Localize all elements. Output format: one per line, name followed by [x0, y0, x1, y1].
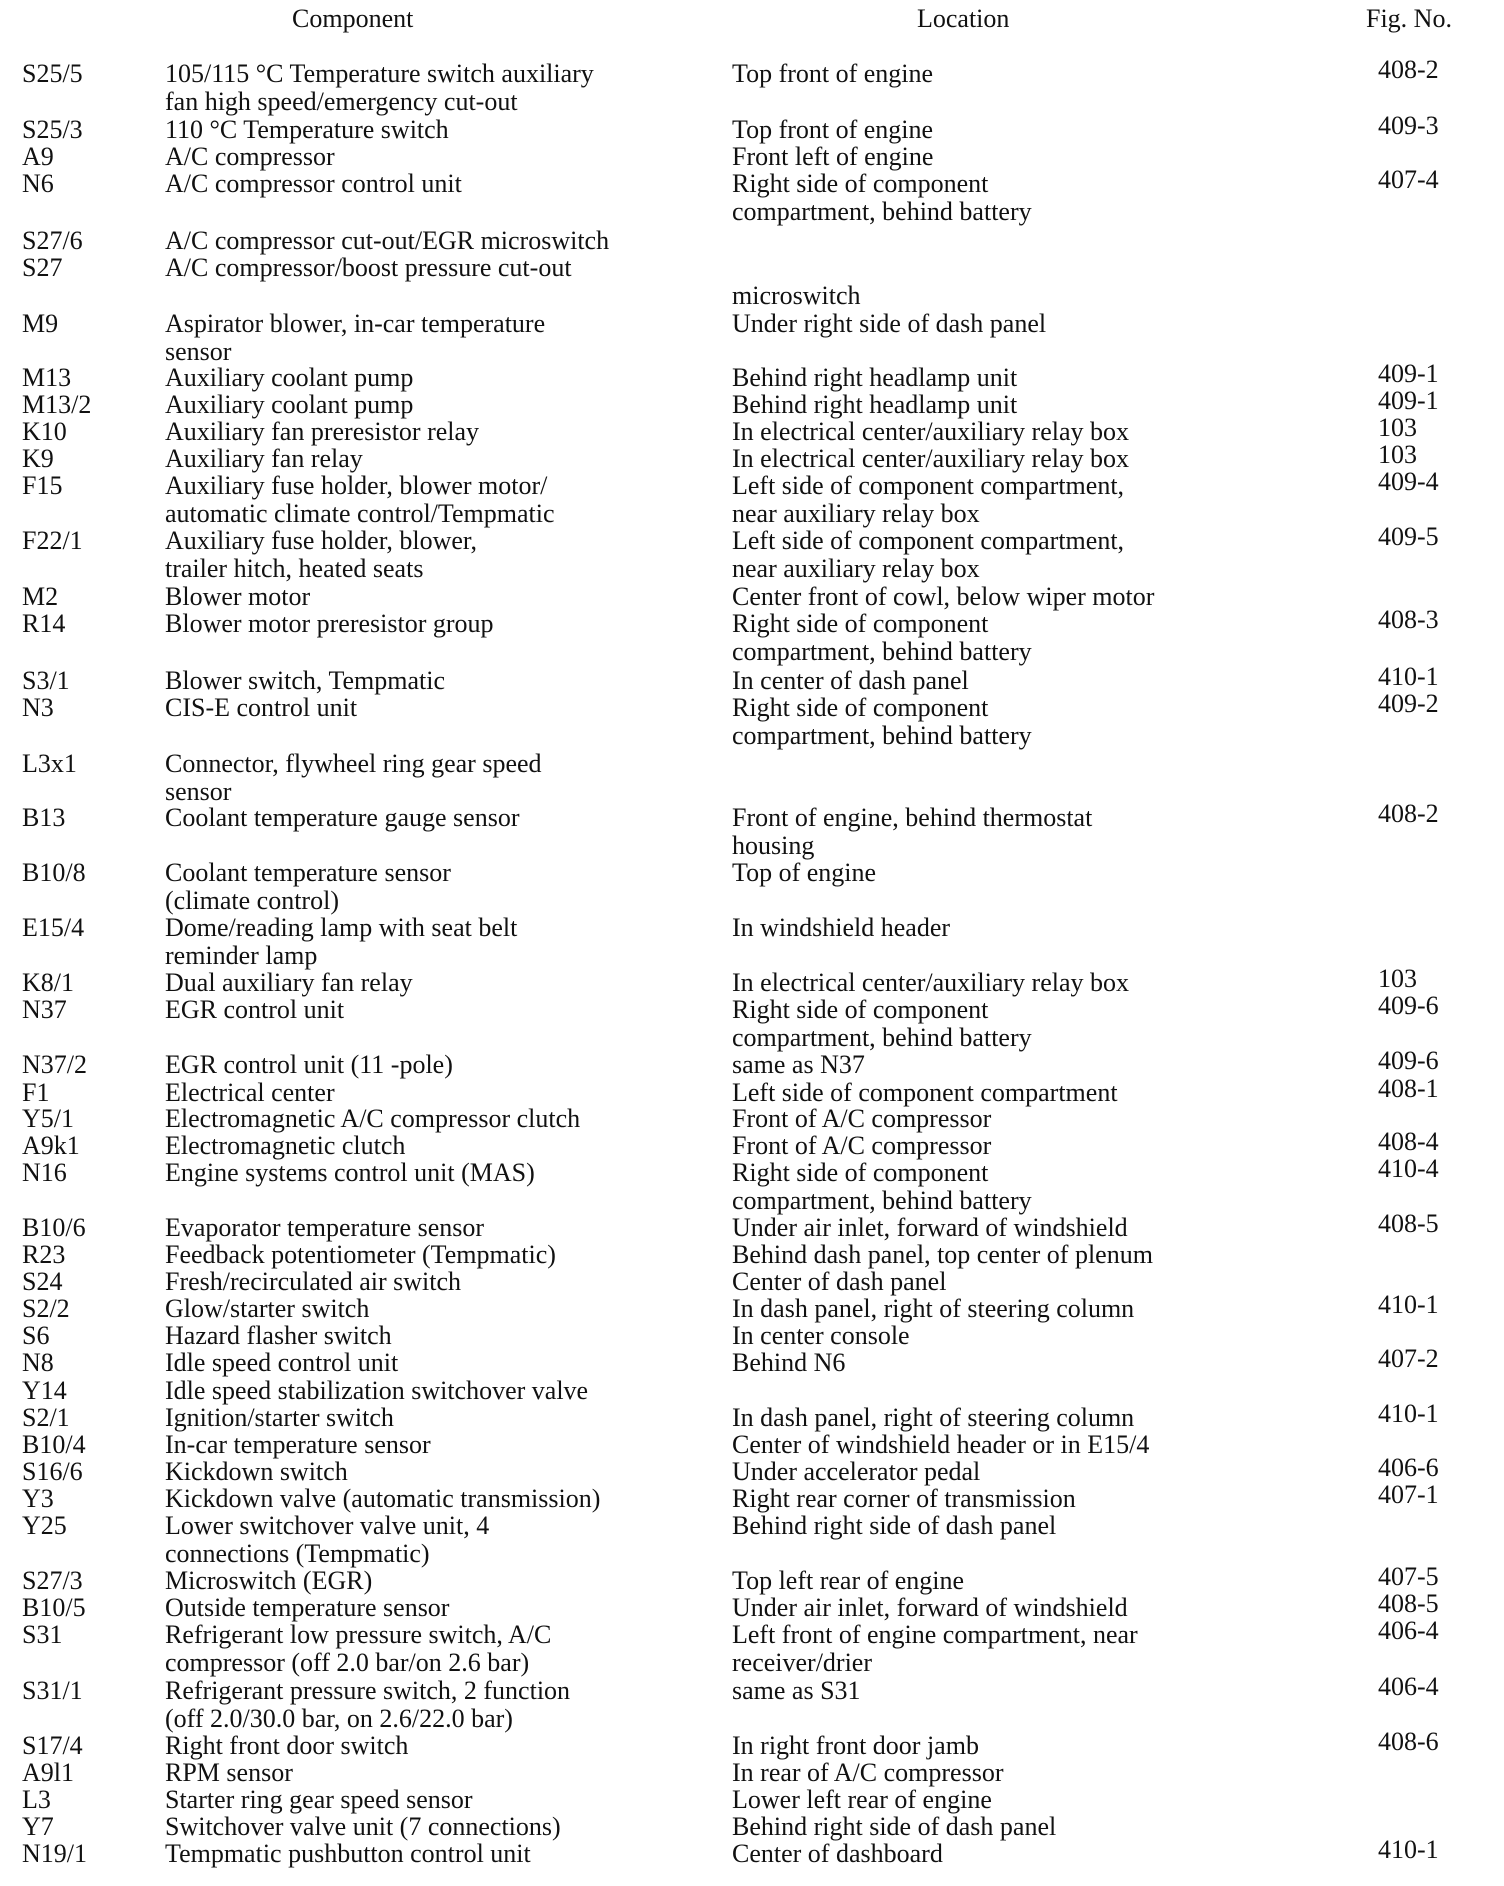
component-code: L3: [22, 1785, 51, 1814]
fig-number: 408-5: [1378, 1209, 1439, 1238]
fig-number: 410-4: [1378, 1154, 1439, 1183]
component-location: Center of dash panel: [732, 1267, 947, 1296]
component-code: A9k1: [22, 1131, 80, 1160]
component-name: CIS-E control unit: [165, 693, 358, 722]
component-name: Electrical center: [165, 1078, 335, 1107]
component-code: K8/1: [22, 968, 74, 997]
component-name: RPM sensor: [165, 1758, 293, 1787]
component-code: N8: [22, 1348, 54, 1377]
component-code: B13: [22, 803, 66, 832]
component-code: S24: [22, 1267, 63, 1296]
component-location: In rear of A/C compressor: [732, 1758, 1004, 1787]
fig-number: 103: [1378, 440, 1417, 469]
component-code: K10: [22, 417, 67, 446]
component-code: L3x1: [22, 749, 77, 778]
component-code: N16: [22, 1158, 67, 1187]
component-name: Refrigerant low pressure switch, A/C compressor (off 2.0 bar/on 2.6 bar): [165, 1620, 552, 1677]
component-name: Electromagnetic A/C compressor clutch: [165, 1104, 581, 1133]
component-name: Blower motor preresistor group: [165, 609, 494, 638]
component-location: In windshield header: [732, 913, 951, 942]
component-name: Kickdown switch: [165, 1457, 348, 1486]
component-name: Auxiliary coolant pump: [165, 363, 414, 392]
fig-number: 103: [1378, 413, 1417, 442]
component-location: Left side of component compartment, near auxiliary relay box: [732, 471, 1125, 528]
component-location: Front left of engine: [732, 142, 934, 171]
component-name: Idle speed stabilization switchover valve: [165, 1376, 589, 1405]
component-code: M13: [22, 363, 72, 392]
component-name: Feedback potentiometer (Tempmatic): [165, 1240, 556, 1269]
component-code: S17/4: [22, 1731, 83, 1760]
component-code: K9: [22, 444, 54, 473]
component-location: Behind right headlamp unit: [732, 363, 1018, 392]
component-location: Right side of component compartment, behind battery: [732, 609, 1032, 666]
component-code: Y7: [22, 1812, 54, 1841]
component-name: Dual auxiliary fan relay: [165, 968, 413, 997]
component-name: Blower motor: [165, 582, 311, 611]
component-name: Connector, flywheel ring gear speed sensor: [165, 749, 542, 806]
component-code: A9l1: [22, 1758, 74, 1787]
component-code: S3/1: [22, 666, 70, 695]
component-location: Left front of engine compartment, near receiver/drier: [732, 1620, 1138, 1677]
component-name: Hazard flasher switch: [165, 1321, 392, 1350]
header-location: Location: [917, 4, 1010, 33]
component-location: In center of dash panel: [732, 666, 969, 695]
fig-number: 408-6: [1378, 1727, 1439, 1756]
component-location: Left side of component compartment, near auxiliary relay box: [732, 526, 1125, 583]
fig-number: 103: [1378, 964, 1417, 993]
component-code: M13/2: [22, 390, 92, 419]
component-location: Top front of engine: [732, 115, 934, 144]
component-code: B10/5: [22, 1593, 86, 1622]
fig-number: 408-5: [1378, 1589, 1439, 1618]
component-location: same as N37: [732, 1050, 865, 1079]
component-code: S6: [22, 1321, 50, 1350]
fig-number: 409-2: [1378, 689, 1439, 718]
fig-number: 408-1: [1378, 1074, 1439, 1103]
component-code: Y3: [22, 1484, 54, 1513]
component-location: Behind right headlamp unit: [732, 390, 1018, 419]
fig-number: 410-1: [1378, 1835, 1439, 1864]
fig-number: 409-1: [1378, 386, 1439, 415]
component-name: A/C compressor control unit: [165, 169, 462, 198]
fig-number: 409-6: [1378, 1046, 1439, 1075]
component-code: N3: [22, 693, 54, 722]
component-code: F1: [22, 1078, 50, 1107]
component-name: Engine systems control unit (MAS): [165, 1158, 535, 1187]
component-location: Top left rear of engine: [732, 1566, 965, 1595]
component-code: B10/4: [22, 1430, 86, 1459]
component-code: N37: [22, 995, 67, 1024]
component-location: Center of dashboard: [732, 1839, 943, 1868]
component-code: M2: [22, 582, 59, 611]
component-location: Front of A/C compressor: [732, 1104, 992, 1133]
component-code: S25/3: [22, 115, 83, 144]
component-name: Microswitch (EGR): [165, 1566, 373, 1595]
component-location: Right rear corner of transmission: [732, 1484, 1076, 1513]
component-code: S16/6: [22, 1457, 83, 1486]
component-name: Idle speed control unit: [165, 1348, 399, 1377]
component-code: F22/1: [22, 526, 83, 555]
component-location: Right side of component compartment, behind battery: [732, 693, 1032, 750]
component-code: Y5/1: [22, 1104, 74, 1133]
component-name: Dome/reading lamp with seat belt reminder lamp: [165, 913, 518, 970]
fig-number: 407-1: [1378, 1480, 1439, 1509]
fig-number: 410-1: [1378, 1290, 1439, 1319]
fig-number: 406-4: [1378, 1672, 1439, 1701]
component-location: Under accelerator pedal: [732, 1457, 981, 1486]
component-name: EGR control unit (11 -pole): [165, 1050, 453, 1079]
component-code: N37/2: [22, 1050, 87, 1079]
component-name: 105/115 °C Temperature switch auxiliary fan high speed/emergency cut-out: [165, 59, 594, 116]
component-code: S27: [22, 253, 63, 282]
component-location: Lower left rear of engine: [732, 1785, 992, 1814]
component-location: Center front of cowl, below wiper motor: [732, 582, 1155, 611]
component-location: same as S31: [732, 1676, 861, 1705]
component-code: F15: [22, 471, 63, 500]
component-name: Aspirator blower, in-car temperature sensor: [165, 309, 546, 366]
fig-number: 407-2: [1378, 1344, 1439, 1373]
component-name: Lower switchover valve unit, 4 connections (Tempmatic): [165, 1511, 490, 1568]
component-name: Evaporator temperature sensor: [165, 1213, 485, 1242]
header-fig-no: Fig. No.: [1366, 4, 1452, 33]
component-code: Y14: [22, 1376, 67, 1405]
component-name: Starter ring gear speed sensor: [165, 1785, 473, 1814]
component-name: Ignition/starter switch: [165, 1403, 394, 1432]
component-location: Under air inlet, forward of windshield: [732, 1213, 1128, 1242]
component-location: Behind right side of dash panel: [732, 1511, 1057, 1540]
component-name: Glow/starter switch: [165, 1294, 370, 1323]
fig-number: 410-1: [1378, 662, 1439, 691]
component-name: Auxiliary fuse holder, blower, trailer hitch, heated seats: [165, 526, 477, 583]
component-name: Coolant temperature sensor (climate control): [165, 858, 451, 915]
fig-number: 406-4: [1378, 1616, 1439, 1645]
component-name: Blower switch, Tempmatic: [165, 666, 446, 695]
component-name: A/C compressor/boost pressure cut-out: [165, 253, 572, 282]
component-code: Y25: [22, 1511, 67, 1540]
component-code: R23: [22, 1240, 66, 1269]
component-name: Auxiliary fuse holder, blower motor/ automatic climate control/Tempmatic: [165, 471, 555, 528]
component-location: In center console: [732, 1321, 910, 1350]
component-name: Fresh/recirculated air switch: [165, 1267, 461, 1296]
component-name: EGR control unit: [165, 995, 345, 1024]
component-code: S31: [22, 1620, 63, 1649]
header-component: Component: [292, 4, 414, 33]
component-location: Under right side of dash panel: [732, 309, 1047, 338]
fig-number: 408-2: [1378, 799, 1439, 828]
component-location: Right side of component compartment, behind battery: [732, 169, 1032, 226]
component-code: N19/1: [22, 1839, 87, 1868]
component-location: In electrical center/auxiliary relay box: [732, 444, 1130, 473]
component-code: B10/8: [22, 858, 86, 887]
component-name: Tempmatic pushbutton control unit: [165, 1839, 531, 1868]
component-location: Front of A/C compressor: [732, 1131, 992, 1160]
component-location: Top of engine: [732, 858, 877, 887]
component-code: S2/2: [22, 1294, 70, 1323]
component-location: Behind right side of dash panel: [732, 1812, 1057, 1841]
component-location: In dash panel, right of steering column: [732, 1294, 1135, 1323]
fig-number: 410-1: [1378, 1399, 1439, 1428]
fig-number: 407-4: [1378, 165, 1439, 194]
component-name: Auxiliary coolant pump: [165, 390, 414, 419]
component-location: In dash panel, right of steering column: [732, 1403, 1135, 1432]
component-location: Under air inlet, forward of windshield: [732, 1593, 1128, 1622]
component-location: In electrical center/auxiliary relay box: [732, 417, 1130, 446]
fig-number: 409-3: [1378, 111, 1439, 140]
component-code: R14: [22, 609, 66, 638]
component-location: Behind dash panel, top center of plenum: [732, 1240, 1153, 1269]
fig-number: 409-4: [1378, 467, 1439, 496]
component-code: S27/6: [22, 226, 83, 255]
component-code: S31/1: [22, 1676, 83, 1705]
component-location: Right side of component compartment, behind battery: [732, 1158, 1032, 1215]
component-name: Right front door switch: [165, 1731, 409, 1760]
component-location: Left side of component compartment: [732, 1078, 1118, 1107]
component-location: In right front door jamb: [732, 1731, 979, 1760]
fig-number: 409-1: [1378, 359, 1439, 388]
component-name: A/C compressor cut-out/EGR microswitch: [165, 226, 610, 255]
component-name: A/C compressor: [165, 142, 335, 171]
component-code: S25/5: [22, 59, 83, 88]
fig-number: 407-5: [1378, 1562, 1439, 1591]
component-location: Behind N6: [732, 1348, 846, 1377]
component-code: M9: [22, 309, 59, 338]
component-name: Switchover valve unit (7 connections): [165, 1812, 561, 1841]
component-location: Front of engine, behind thermostat housing: [732, 803, 1093, 860]
component-location: Right side of component compartment, behind battery: [732, 995, 1032, 1052]
component-name: Refrigerant pressure switch, 2 function (off 2.0/30.0 bar, on 2.6/22.0 bar): [165, 1676, 571, 1733]
component-name: Coolant temperature gauge sensor: [165, 803, 520, 832]
component-name: Auxiliary fan preresistor relay: [165, 417, 480, 446]
component-code: E15/4: [22, 913, 85, 942]
fig-number: 406-6: [1378, 1453, 1439, 1482]
component-name: 110 °C Temperature switch: [165, 115, 449, 144]
component-code: B10/6: [22, 1213, 86, 1242]
component-location: In electrical center/auxiliary relay box: [732, 968, 1130, 997]
fig-number: 408-3: [1378, 605, 1439, 634]
fig-number: 409-5: [1378, 522, 1439, 551]
fig-number: 408-2: [1378, 55, 1439, 84]
component-code: S27/3: [22, 1566, 83, 1595]
component-name: Kickdown valve (automatic transmission): [165, 1484, 601, 1513]
component-name: Auxiliary fan relay: [165, 444, 363, 473]
fig-number: 409-6: [1378, 991, 1439, 1020]
component-name: Outside temperature sensor: [165, 1593, 450, 1622]
component-code: N6: [22, 169, 54, 198]
component-code: A9: [22, 142, 54, 171]
component-name: Electromagnetic clutch: [165, 1131, 406, 1160]
component-code: S2/1: [22, 1403, 70, 1432]
component-name: In-car temperature sensor: [165, 1430, 431, 1459]
fig-number: 408-4: [1378, 1127, 1439, 1156]
component-location: Center of windshield header or in E15/4: [732, 1430, 1150, 1459]
component-location: microswitch: [732, 280, 861, 310]
component-location: Top front of engine: [732, 59, 934, 88]
